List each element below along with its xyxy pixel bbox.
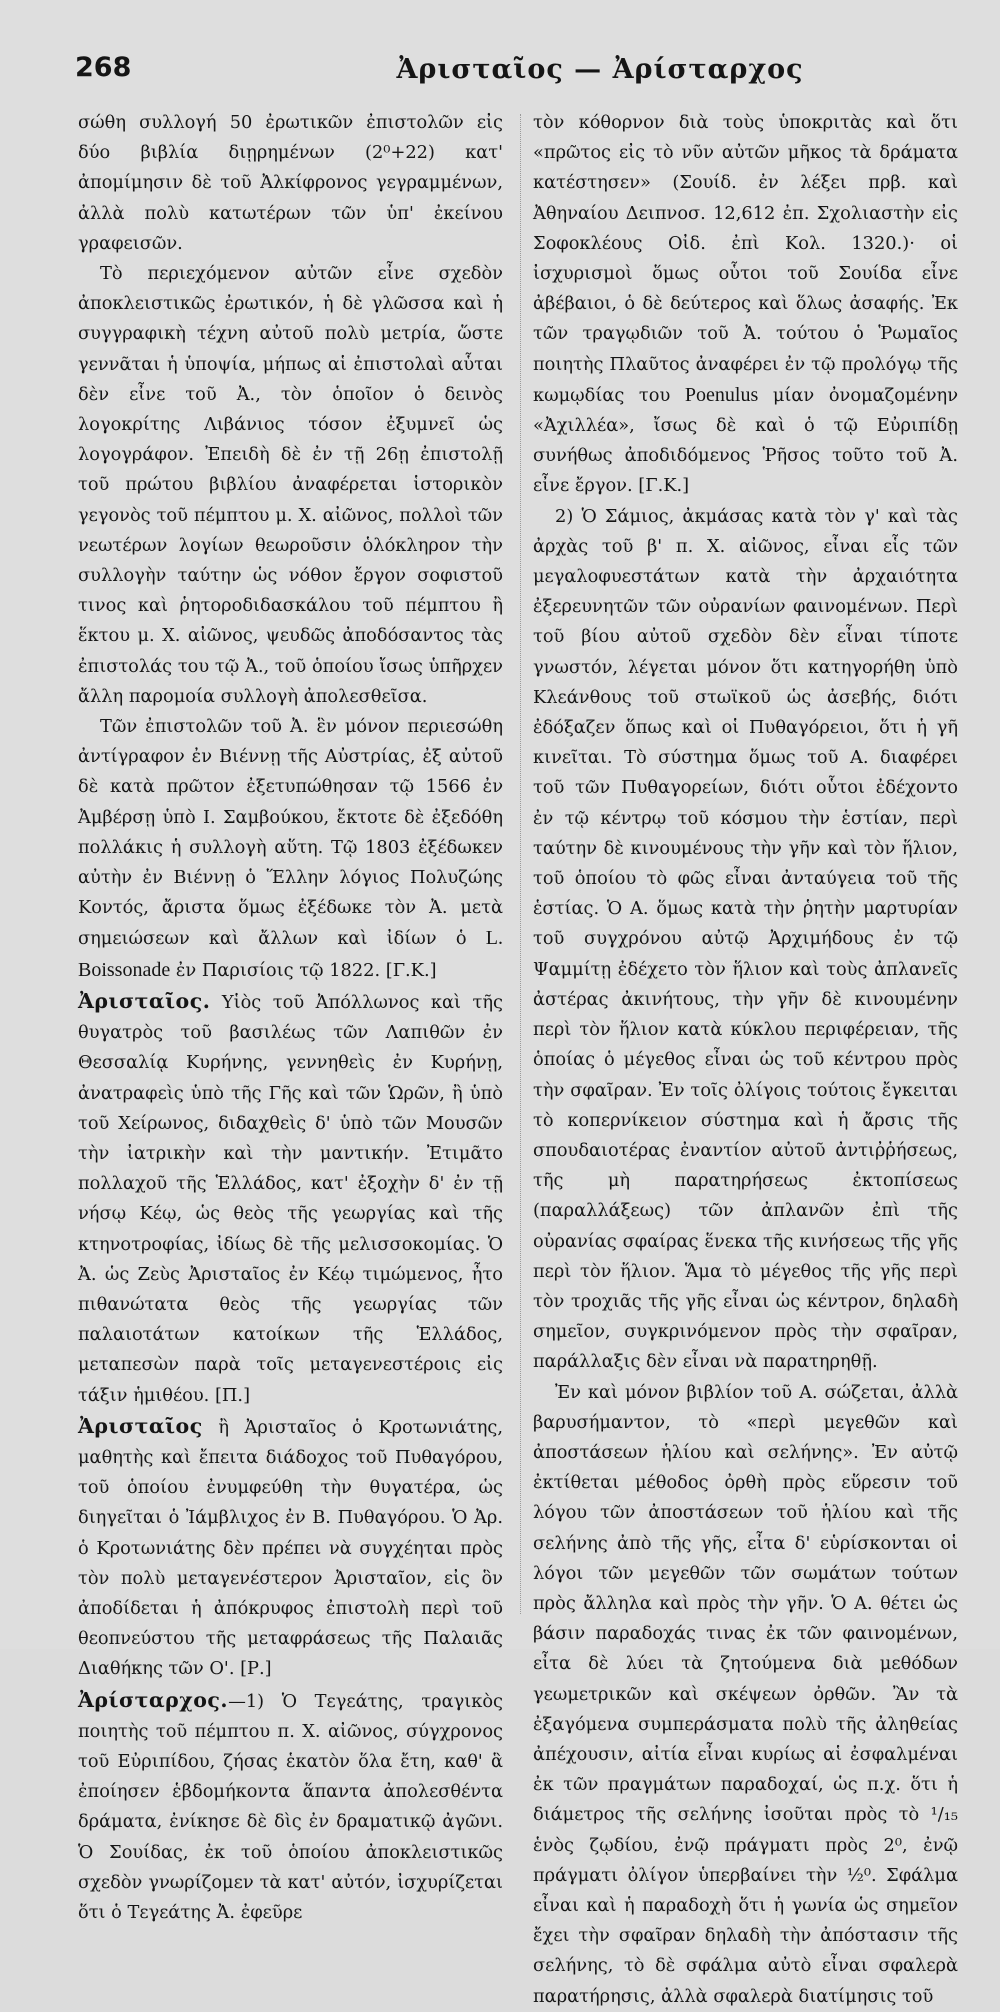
entry-headword: Ἀρισταῖος [78,1413,203,1438]
paragraph-text: μίαν ὀνομαζομένην «Ἀχιλλέα», ἴσως δὲ καὶ ὁ τῷ Εὐριπίδῃ συνήθως ἀποδιδόμενος Ῥῆσος τοῦτο τοῦ Ἀ. εἶνε ἔργον. [Γ.Κ.] [533,384,958,497]
entry-aristaios-1 [78,986,503,1411]
left-column [78,108,503,1923]
entry-text: —1) Ὁ Τεγεάτης, τραγικὸς ποιητὴς τοῦ πέμπτου π. Χ. αἰῶνος, σύγχρονος τοῦ Εὐριπίδου, ζήσας ἑκατὸν ὅλα ἔτη, καθ' ἃ ἐποίησεν ἑβδομήκοντα ἅπαντα ἀπολεσθέντα δράματα, ἐνίκησε δὲ δὶς ἐν δραματικῷ ἀγῶνι. Ὁ Σουίδας, ἐκ τοῦ ὁποίου ἀποκλειστικῶς σχεδὸν γνωρίζομεν τὰ κατ' αὐτόν, ἰσχυρίζεται ὅτι ὁ Τεγεάτης Ἀ. ἐφεῦρε [78,1690,503,1923]
entry-headword: Ἀρισταῖος. [78,988,211,1013]
page-number: 268 [75,52,132,83]
paragraph: σώθη συλλογή 50 ἐρωτικῶν ἐπιστολῶν εἰς δύο βιβλία διῃρημένων (2⁰+22) κατ' ἀπομίμησιν δὲ τοῦ Ἀλκίφρονος γεγραμμένων, ἀλλὰ πολὺ κατωτέρων τῶν ὑπ' ἐκείνου γραφεισῶν. [78,112,503,254]
paragraph [78,712,503,986]
paragraph-text: Τῶν ἐπιστολῶν τοῦ Ἀ. ἓν μόνον περιεσώθη ἀντίγραφον ἐν Βιέννῃ τῆς Αὐστρίας, ἐξ αὐτοῦ δὲ κατὰ πρῶτον ἐξετυπώθησαν τῷ 1566 ἐν Ἀμβέρσῃ ὑπὸ Ι. Σαμβούκου, ἔκτοτε δὲ ἐξεδόθη πολλάκις ἡ συλλογὴ αὕτη. Τῷ 1803 ἐξέδωκεν αὐτὴν ἐν Βιέννῃ ὁ Ἕλλην λόγιος Πολυζώης Κοντός, ἄριστα ὅμως ἐξέδωκε τὸν Ἀ. μετὰ σημειώσεων καὶ ἄλλων καὶ ἰδίων ὁ [78,716,503,950]
entry-headword: Ἀρίσταρχος. [78,1687,229,1712]
right-column [533,108,958,2007]
page-header [75,52,935,102]
entry-text: Υἱὸς τοῦ Ἀπόλλωνος καὶ τῆς θυγατρὸς τοῦ βασιλέως τῶν Λαπιθῶν ἐν Θεσσαλίᾳ Κυρήνης, γεννηθεὶς ἐν Κυρήνῃ, ἀνατραφεὶς ὑπὸ τῆς Γῆς καὶ τῶν Ὡρῶν, ἢ ὑπὸ τοῦ Χείρωνος, διδαχθεὶς δ' ὑπὸ τῶν Μουσῶν τὴν ἰατρικὴν καὶ τὴν μαντικήν. Ἐτιμᾶτο πολλαχοῦ τῆς Ἑλλάδος, κατ' ἐξοχὴν δ' ἐν τῇ νήσῳ Κέῳ, ὡς θεὸς τῆς γεωργίας καὶ τῆς κτηνοτροφίας, ἰδίως δὲ τῆς μελισσοκομίας. Ὁ Ἀ. ὡς Ζεὺς Ἀρισταῖος ἐν Κέῳ τιμώμενος, ἦτο πιθανώτατα θεὸς τῆς γεωργίας τῶν παλαιοτάτων κατοίκων τῆς Ἑλλάδος, μεταπεσὼν παρὰ τοῖς μεταγενεστέροις εἰς τάξιν ἡμιθέου. [Π.] [78,991,503,1406]
paragraph [533,108,958,502]
paragraph-text: ἐν Παρισίοις τῷ 1822. [Γ.Κ.] [175,959,437,981]
entry-text: ἢ Ἀρισταῖος ὁ Κροτωνιάτης, μαθητὴς καὶ ἔπειτα διάδοχος τοῦ Πυθαγόρου, τοῦ ὁποίου ἐνυμφεύθη τὴν θυγατέρα, ὡς διηγεῖται ὁ Ἰάμβλιχος ἐν Β. Πυθαγόρου. Ὁ Ἀρ. ὁ Κροτωνιάτης δὲν πρέπει νὰ συγχέηται πρὸς τὸν πολὺ μεταγενέστερον Ἀρισταῖον, εἰς ὃν ἀποδίδεται ἡ ἀπόκρυφος ἐπιστολὴ περὶ τοῦ θεοπνεύστου τῆς μεταφράσεως τῆς Παλαιᾶς Διαθήκης τῶν Ο'. [Ρ.] [78,1416,503,1680]
paragraph-text: τὸν κόθορνον διὰ τοὺς ὑποκριτὰς καὶ ὅτι «πρῶτος εἰς τὸ νῦν αὐτῶν μῆκος τὰ δράματα κατέστησεν» (Σουίδ. ἐν λέξει πρβ. καὶ Ἀθηναίου Δειπνοσ. 12,612 ἐπ. Σχολιαστὴν εἰς Σοφοκλέους Οἰδ. ἐπὶ Κολ. 1320.)· οἱ ἰσχυρισμοὶ ὅμως οὗτοι τοῦ Σουίδα εἶνε ἀβέβαιοι, ὁ δὲ δεύτερος καὶ ὅλως ἀσαφής. Ἐκ τῶν τραγῳδιῶν τοῦ Ἀ. τούτου ὁ Ῥωμαῖος ποιητὴς Πλαῦτος ἀναφέρει ἐν τῷ προλόγῳ τῆς κωμῳδίας του [533,112,958,406]
column-divider [520,114,522,1614]
entry-aristarchos [78,1685,503,1929]
latin-title: Poenulus [684,383,759,406]
latin-name: L. Boissonade [78,927,503,981]
running-title: Ἀρισταῖος — Ἀρίσταρχος [396,54,804,85]
paragraph: Τὸ περιεχόμενον αὐτῶν εἶνε σχεδὸν ἀποκλειστικῶς ἐρωτικόν, ἡ δὲ γλῶσσα καὶ ἡ συγγραφικὴ τέχνη αὐτοῦ πολὺ μετρία, ὥστε γεννᾶται ἡ ὑποψία, μήπως αἱ ἐπιστολαὶ αὗται δὲν εἶνε τοῦ Ἀ., τὸν ὁποῖον ὁ δεινὸς λογοκρίτης Λιβάνιος τόσον ἐξυμνεῖ ὡς λογογράφον. Ἐπειδὴ δὲ ἐν τῇ 26ῃ ἐπιστολῇ τοῦ πρώτου βιβλίου ἀναφέρεται ἱστορικὸν γεγονὸς τοῦ πέμπτου μ. Χ. αἰῶνος, πολλοὶ τῶν νεωτέρων λογίων θεωροῦσιν ὁλόκληρον τὴν συλλογὴν ταύτην ὡς νόθον ἔργον σοφιστοῦ τινος καὶ ῥητοροδιδασκάλου τοῦ πέμπτου ἢ ἕκτου μ. Χ. αἰῶνος, ψευδῶς ἀποδόσαντος τὰς ἐπιστολάς του τῷ Ἀ., τοῦ ὁποίου ἴσως ὑπῆρχεν ἄλλη παρομοία συλλογὴ ἀπολεσθεῖσα. [78,263,503,707]
text-columns [78,108,958,2007]
paragraph: Ἐν καὶ μόνον βιβλίον τοῦ Α. σώζεται, ἀλλὰ βαρυσήμαντον, τὸ «περὶ μεγεθῶν καὶ ἀποστάσεων ἡλίου καὶ σελήνης». Ἐν αὐτῷ ἐκτίθεται μέθοδος ὀρθὴ πρὸς εὕρεσιν τοῦ λόγου τῶν ἀποστάσεων τοῦ ἡλίου καὶ τῆς σελήνης ἀπὸ τῆς γῆς, εἶτα δ' εὑρίσκονται οἱ λόγοι τῶν μεγεθῶν τῶν σωμάτων τούτων πρὸς ἄλληλα καὶ πρὸς τὴν γῆν. Ὁ Α. θέτει ὡς βάσιν παραδοχάς τινας ἐκ τῶν φαινομένων, εἶτα δὲ λύει τὰ ζητούμενα διὰ μεθόδων γεωμετρικῶν καὶ σκέψεων ὀρθῶν. Ἂν τὰ ἐξαγόμενα συμπεράσματα πολὺ τῆς ἀληθείας ἀπέχουσιν, αἰτία εἶναι κυρίως αἱ ἐσφαλμέναι ἐκ τῶν πραγμάτων παραδοχαί, ὡς π.χ. ὅτι ἡ διάμετρος τῆς σελήνης ἰσοῦται πρὸς τὸ ¹/₁₅ ἑνὸς ζῳδίου, ἐνῷ πράγματι πρὸς 2⁰, ἐνῷ πράγματι ὀλίγον ὑπερβαίνει τὴν ½⁰. Σφάλμα εἶναι καὶ ἡ παραδοχὴ ὅτι ἡ γωνία ὡς σημεῖον ἔχει τὴν σφαῖραν δηλαδὴ τὴν ἀπόστασιν τῆς σελήνης, τὸ δὲ σφάλμα αὐτὸ εἶναι σφαλερὰ παρατήρησις, ἀλλὰ σφαλερὰ διατίμησις τοῦ [533,1381,958,2007]
paragraph: 2) Ὁ Σάμιος, ἀκμάσας κατὰ τὸν γ' καὶ τὰς ἀρχὰς τοῦ β' π. Χ. αἰῶνος, εἶναι εἷς τῶν μεγαλοφυεστάτων κατὰ τὴν ἀρχαιότητα ἐξερευνητῶν τῶν οὐρανίων φαινομένων. Περὶ τοῦ βίου αὐτοῦ σχεδὸν δὲν εἶναι τίποτε γνωστόν, λέγεται μόνον ὅτι κατηγορήθη ὑπὸ Κλεάνθους τοῦ στωϊκοῦ ὡς ἀσεβής, διότι ἐδόξαζεν ὅπως καὶ οἱ Πυθαγόρειοι, ὅτι ἡ γῆ κινεῖται. Τὸ σύστημα ὅμως τοῦ Α. διαφέρει τοῦ τῶν Πυθαγορείων, διότι οὗτοι ἐδέχοντο ἐν τῷ κέντρῳ τοῦ κόσμου τὴν ἑστίαν, περὶ ταύτην δὲ κινουμένους τὴν γῆν καὶ τὸν ἥλιον, τοῦ ὁποίου τὸ φῶς εἶναι ἀνταύγεια τοῦ τῆς ἑστίας. Ὁ Α. ὅμως κατὰ τὴν ῥητὴν μαρτυρίαν τοῦ συγχρόνου αὐτῷ Ἀρχιμήδους ἐν τῷ Ψαμμίτῃ ἐδέχετο τὸν ἥλιον καὶ τοὺς ἀπλανεῖς ἀστέρας ἀκινήτους, τὴν γῆν δὲ κινουμένην περὶ τὸν ἥλιον κατὰ κύκλου περιφέρειαν, τῆς ὁποίας ὁ μέγεθος εἶναι ὡς τοῦ κέντρου πρὸς τὴν σφαῖραν. Ἐν τοῖς ὀλίγοις τούτοις ἔγκειται τὸ κοπερνίκειον σύστημα καὶ ἡ ἄρσις τῆς σπουδαιοτέρας ἐναντίον αὐτοῦ ἀντιῤῥήσεως, τῆς μὴ παρατηρήσεως ἐκτοπίσεως (παραλλάξεως) τῶν ἀπλανῶν ἐπὶ τῆς οὐρανίας σφαίρας ἕνεκα τῆς κινήσεως τῆς γῆς περὶ τὸν ἥλιον. Ἅμα τὸ μέγεθος τῆς γῆς περὶ τὸν τροχιᾶς τῆς γῆς εἶναι ὡς κέντρον, δηλαδὴ σημεῖον, συγκρινόμενον πρὸς τὴν σφαῖραν, παράλλαξις δὲν εἶναι νὰ παρατηρηθῇ. [533,505,958,1373]
entry-aristaios-2 [78,1411,503,1685]
